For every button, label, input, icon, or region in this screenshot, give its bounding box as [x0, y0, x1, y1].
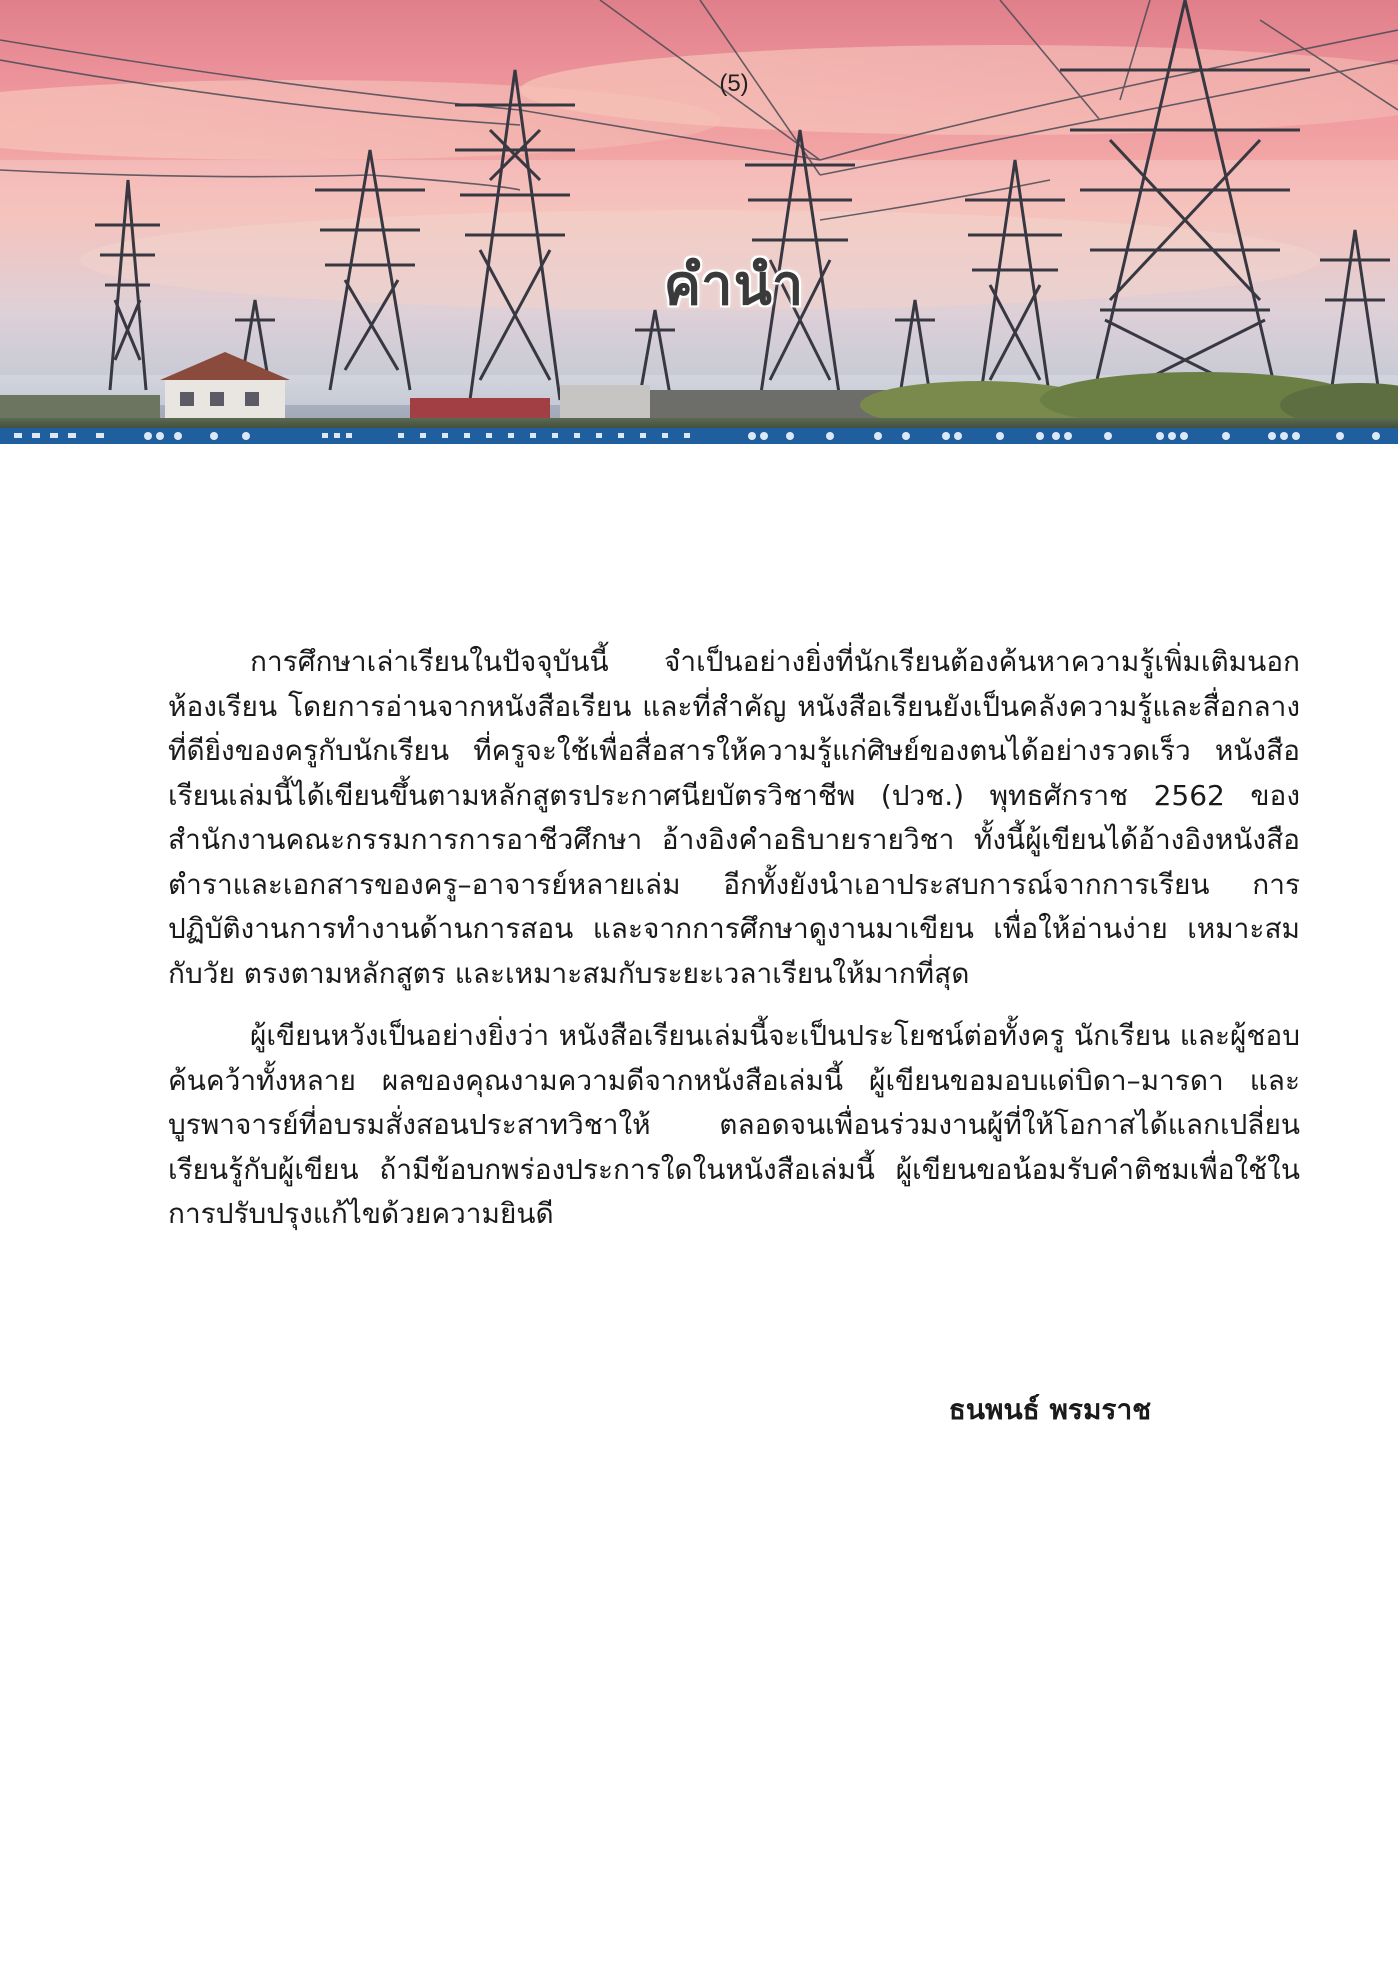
- power-lines-photo: [0, 0, 1398, 450]
- paragraph-2: ผู้เขียนหวังเป็นอย่างยิ่งว่า หนังสือเรียนเล่มนี้จะเป็นประโยชน์ต่อทั้งครู นักเรียน และผู้ชอบค้นคว้าทั้งหลาย ผลของคุณงามความดีจากหนังสือเล่มนี้ ผู้เขียนขอมอบแด่บิดา–มารดา และบูรพาจารย์ที่อบรมสั่งสอนประสาทวิชาให้ ตลอดจนเพื่อนร่วมงานผู้ที่ให้โอกาสได้แลกเปลี่ยนเรียนรู้กับผู้เขียน ถ้ามีข้อบกพร่องประการใดในหนังสือเล่มนี้ ผู้เขียนขอน้อมรับคำติชมเพื่อใช้ในการปรับปรุงแก้ไขด้วยความยินดี: [168, 1019, 1300, 1230]
- author-signature: ธนพนธ์ พรมราช: [948, 1393, 1152, 1426]
- paragraph-1: การศึกษาเล่าเรียนในปัจจุบันนี้ จำเป็นอย่างยิ่งที่นักเรียนต้องค้นหาความรู้เพิ่มเติมนอกห้องเรียน โดยการอ่านจากหนังสือเรียน และที่สำคัญ หนังสือเรียนยังเป็นคลังความรู้และสื่อกลางที่ดียิ่งของครูกับนักเรียน ที่ครูจะใช้เพื่อสื่อสารให้ความรู้แก่ศิษย์ของตนได้อย่างรวดเร็ว หนังสือเรียนเล่มนี้ได้เขียนขึ้นตามหลักสูตรประกาศนียบัตรวิชาชีพ (ปวช.) พุทธศักราช 2562 ของสำนักงานคณะกรรมการการอาชีวศึกษา อ้างอิงคำอธิบายรายวิชา ทั้งนี้ผู้เขียนได้อ้างอิงหนังสือ ตำราและเอกสารของครู–อาจารย์หลายเล่ม อีกทั้งยังนำเอาประสบการณ์จากการเรียน การปฏิบัติงานการทำงานด้านการสอน และจากการศึกษาดูงานมาเขียน เพื่อให้อ่านง่าย เหมาะสมกับวัย ตรงตามหลักสูตร และเหมาะสมกับระยะเวลาเรียนให้มากที่สุด: [168, 645, 1300, 990]
- page-number: (5): [719, 70, 749, 97]
- body-text: [168, 640, 1300, 1255]
- chapter-title: คำนำ: [663, 253, 805, 318]
- header-banner: [0, 0, 1398, 450]
